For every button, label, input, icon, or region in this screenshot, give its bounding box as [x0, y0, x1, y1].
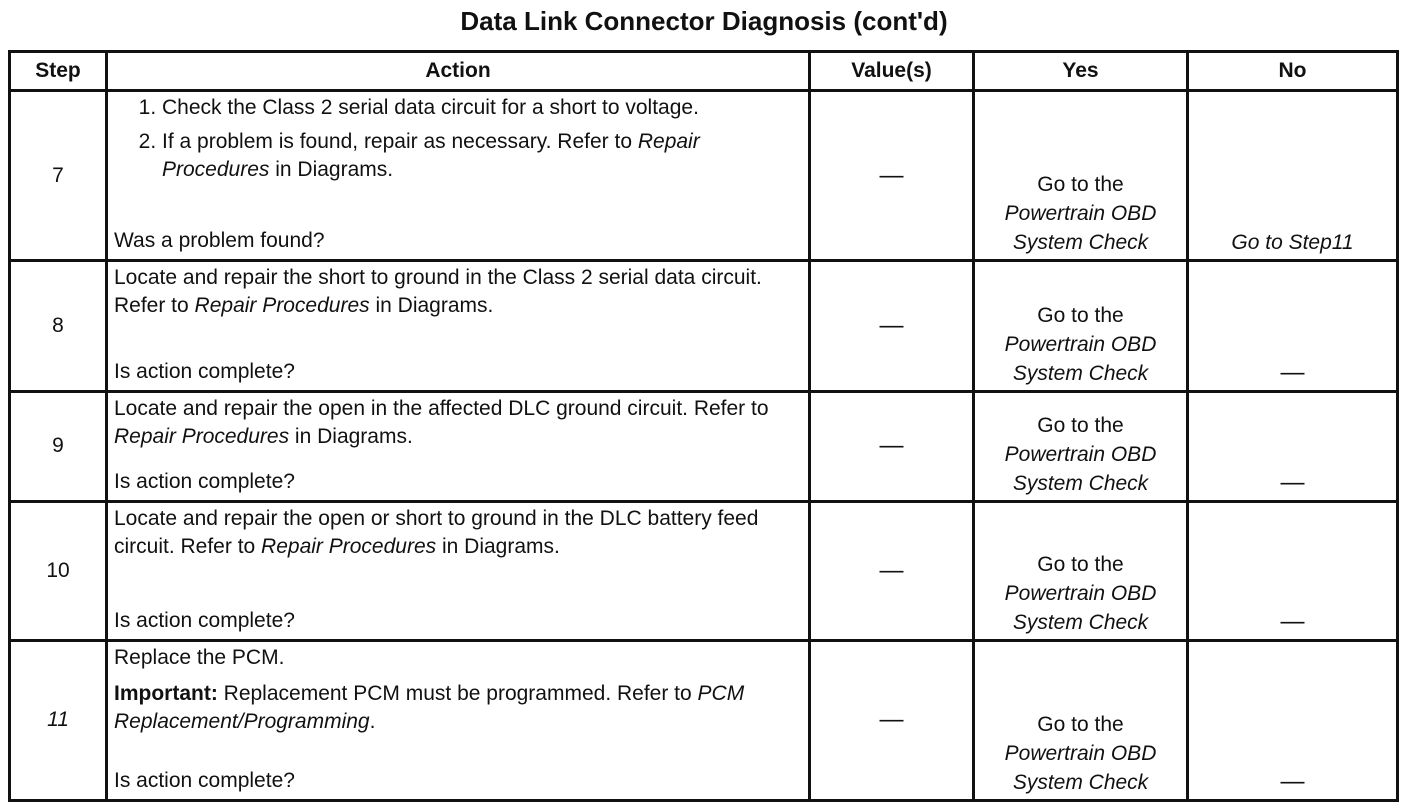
- yes-target: System Check: [1012, 361, 1149, 385]
- yes-target: Powertrain OBD: [1004, 742, 1157, 765]
- action-cell: [107, 261, 810, 391]
- header-yes: Yes: [974, 52, 1188, 91]
- table-row: [10, 502, 1398, 640]
- repair-procedures-ref: Repair Procedures: [114, 424, 290, 448]
- action-question: Is action complete?: [114, 769, 295, 792]
- table-row: [10, 391, 1398, 501]
- yes-cell: [974, 91, 1188, 261]
- yes-go: Go to the: [1037, 713, 1124, 736]
- action-step-item: 1. Check the Class 2 serial data circuit for a short to voltage.: [162, 94, 802, 122]
- no-cell: [1188, 261, 1398, 391]
- repair-procedures-ref: Repair Procedures: [162, 130, 700, 181]
- step-number: 11: [10, 640, 107, 801]
- yes-target: Powertrain OBD: [1004, 202, 1157, 226]
- action-cell: [107, 640, 810, 801]
- pcm-programming-ref: PCM Replacement/Programming: [114, 681, 745, 733]
- value-cell: —: [810, 261, 974, 391]
- header-action: Action: [107, 52, 810, 91]
- header-row: [10, 52, 1398, 91]
- important-label: Important:: [114, 681, 218, 705]
- diagnosis-table: [8, 50, 1399, 802]
- no-value: —: [1280, 768, 1305, 795]
- action-question: Is action complete?: [114, 470, 295, 494]
- repair-procedures-ref: Repair Procedures: [261, 535, 437, 559]
- yes-go: Go to the: [1037, 303, 1124, 327]
- step-number: 10: [10, 502, 107, 640]
- step-number: 7: [10, 91, 107, 261]
- action-text: Locate and repair the open in the affected DLC ground circuit. Refer to Repair Procedures in Diagrams.: [114, 396, 769, 448]
- no-value: —: [1280, 607, 1305, 635]
- table-row: [10, 91, 1398, 261]
- action-question: Was a problem found?: [114, 229, 325, 253]
- action-step-item: 2. If a problem is found, repair as necessary. Refer to Repair Procedures in Diagrams.: [162, 128, 802, 184]
- yes-target: System Check: [1012, 231, 1149, 255]
- action-cell: [107, 391, 810, 501]
- yes-target: Powertrain OBD: [1004, 332, 1157, 356]
- repair-procedures-ref: Repair Procedures: [194, 294, 370, 318]
- page-title: Data Link Connector Diagnosis (cont'd): [460, 6, 948, 36]
- yes-go: Go to the: [1037, 414, 1124, 438]
- action-cell: [107, 502, 810, 640]
- yes-target: System Check: [1012, 771, 1149, 794]
- action-text: Locate and repair the open or short to ground in the DLC battery feed circuit. Refer to Repair Procedures in Diagrams.: [114, 507, 759, 559]
- header-step: Step: [10, 52, 107, 91]
- important-note: Important: Replacement PCM must be programmed. Refer to PCM Replacement/Programming.: [114, 681, 745, 733]
- value-cell: —: [810, 640, 974, 801]
- yes-cell: [974, 502, 1188, 640]
- table-row: [10, 261, 1398, 391]
- yes-cell: [974, 391, 1188, 501]
- value-cell: —: [810, 502, 974, 640]
- yes-target: Powertrain OBD: [1004, 443, 1157, 467]
- action-text: Replace the PCM.: [114, 645, 285, 669]
- no-cell: [1188, 391, 1398, 501]
- no-value: —: [1280, 358, 1305, 386]
- yes-cell: [974, 640, 1188, 801]
- no-target: Go to Step11: [1231, 231, 1354, 255]
- header-no: No: [1188, 52, 1398, 91]
- action-text: Locate and repair the short to ground in the Class 2 serial data circuit. Refer to Repair Procedures in Diagrams.: [114, 266, 762, 318]
- step-number: 9: [10, 391, 107, 501]
- yes-go: Go to the: [1037, 173, 1124, 197]
- no-cell: [1188, 640, 1398, 801]
- action-question: Is action complete?: [114, 359, 295, 383]
- action-steps: [114, 94, 802, 190]
- value-cell: —: [810, 391, 974, 501]
- yes-target: Powertrain OBD: [1004, 581, 1157, 605]
- action-cell: [107, 91, 810, 261]
- no-value: —: [1280, 469, 1305, 497]
- value-cell: —: [810, 91, 974, 261]
- yes-target: System Check: [1012, 472, 1149, 496]
- no-cell: [1188, 502, 1398, 640]
- yes-target: System Check: [1012, 610, 1149, 634]
- header-values: Value(s): [810, 52, 974, 91]
- action-question: Is action complete?: [114, 608, 295, 632]
- yes-cell: [974, 261, 1188, 391]
- table-row: [10, 640, 1398, 801]
- yes-go: Go to the: [1037, 552, 1124, 576]
- no-cell: [1188, 91, 1398, 261]
- step-number: 8: [10, 261, 107, 391]
